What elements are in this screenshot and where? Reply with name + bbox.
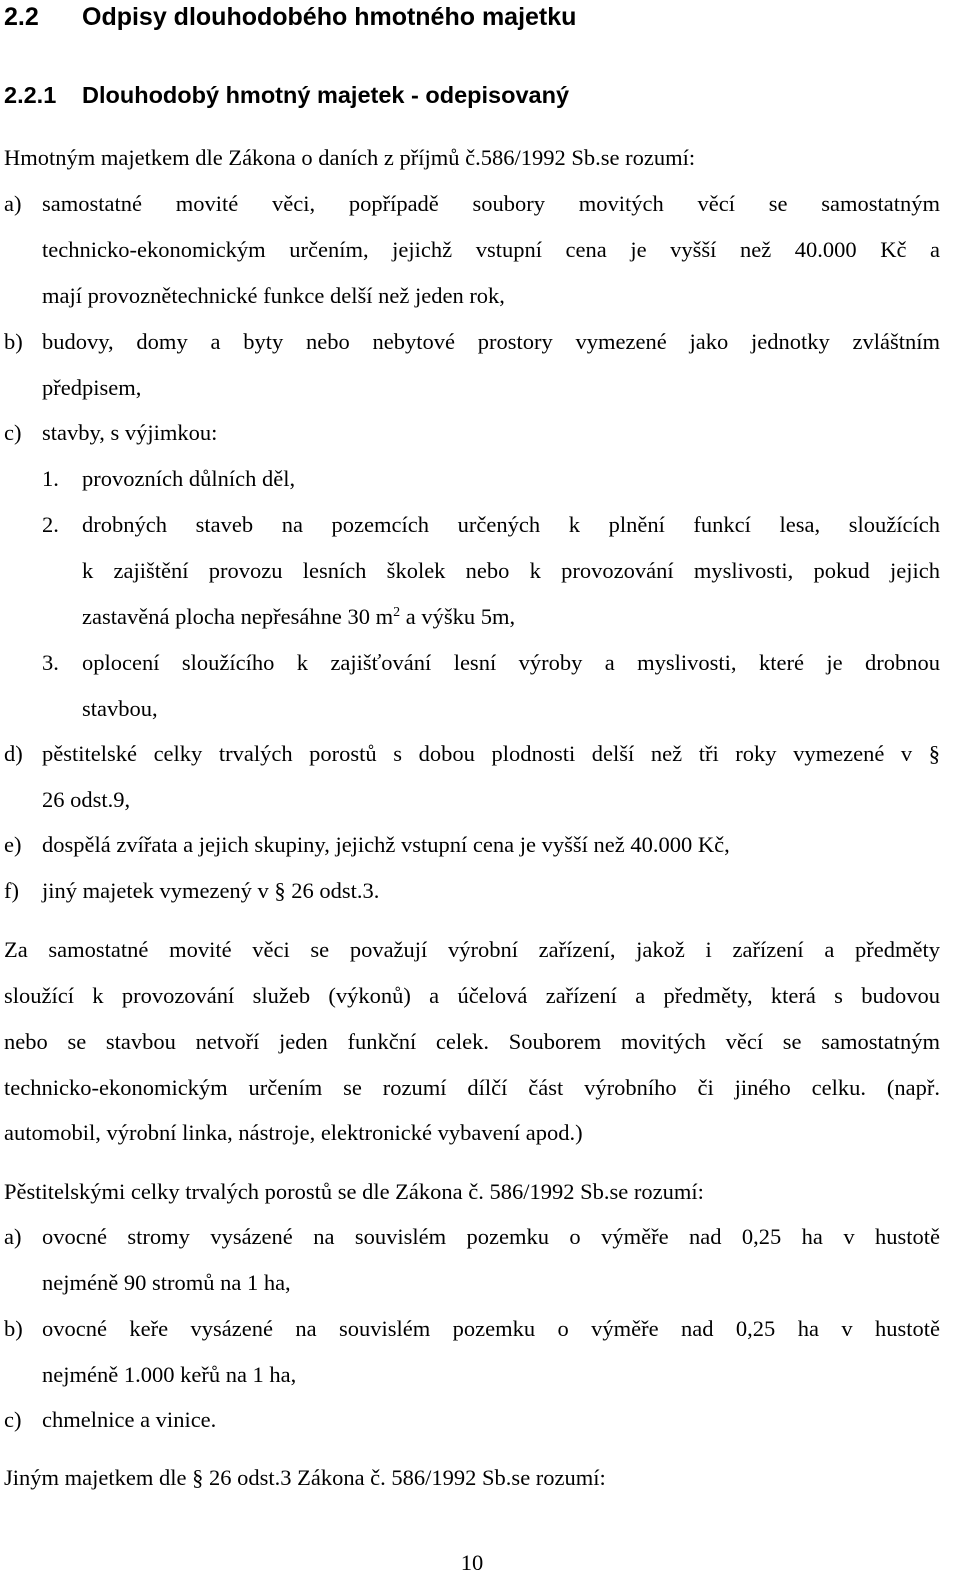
list-item-c-line1: stavby, s výjimkou:: [42, 420, 218, 445]
sublist-item-3-line2: stavbou,: [82, 696, 158, 721]
list-item-a-label: a): [4, 191, 22, 216]
list-item-a-line1: samostatné movité věci, popřípadě soubory movitých věcí se samostatným: [42, 191, 940, 216]
section-heading: [4, 0, 576, 34]
sublist-item-1-label: 1.: [42, 466, 59, 491]
list-item-c-label: c): [4, 420, 22, 445]
paragraph-2-line5: automobil, výrobní linka, nástroje, elektronické vybavení apod.): [4, 1120, 583, 1145]
sublist-item-2-label: 2.: [42, 512, 59, 537]
sublist-item-2-line3-text: zastavěná plocha nepřesáhne 30 m: [82, 604, 394, 629]
list-item-f-line1: jiný majetek vymezený v § 26 odst.3.: [42, 878, 380, 903]
subsection-title: Dlouhodobý hmotný majetek - odepisovaný: [82, 82, 570, 108]
paragraph-4-intro: Jiným majetkem dle § 26 odst.3 Zákona č. 586/1992 Sb.se rozumí:: [4, 1465, 606, 1490]
intro-text: Hmotným majetkem dle Zákona o daních z příjmů č.586/1992 Sb.se rozumí:: [4, 145, 696, 170]
sublist-item-2-line3: [82, 594, 515, 640]
p3-item-b-line2: nejméně 1.000 keřů na 1 ha,: [42, 1362, 297, 1387]
paragraph-2-line3: nebo se stavbou netvoří jeden funkční celek. Souborem movitých věcí se samostatným: [4, 1029, 940, 1054]
list-item-a-line2: technicko-ekonomickým určením, jejichž vstupní cena je vyšší než 40.000 Kč a: [42, 237, 940, 262]
page-number: 10: [460, 1550, 484, 1575]
section-title: Odpisy dlouhodobého hmotného majetku: [82, 3, 577, 31]
sublist-item-3-label: 3.: [42, 650, 59, 675]
section-number: 2.2: [4, 3, 39, 31]
paragraph-2-line1: Za samostatné movité věci se považují výrobní zařízení, jakož i zařízení a předměty: [4, 937, 940, 962]
list-item-d-label: d): [4, 741, 23, 766]
p3-item-b-label: b): [4, 1316, 23, 1341]
list-item-a-line3: mají provoznětechnické funkce delší než jeden rok,: [42, 283, 505, 308]
sublist-item-2-line1: drobných staveb na pozemcích určených k plnění funkcí lesa, sloužících: [82, 512, 940, 537]
list-item-b-line1: budovy, domy a byty nebo nebytové prostory vymezené jako jednotky zvláštním: [42, 329, 940, 354]
sublist-item-2-line3-tail: a výšku 5m,: [400, 604, 516, 629]
paragraph-2-line4: technicko-ekonomickým určením se rozumí dílčí část výrobního či jiného celku. (např.: [4, 1075, 940, 1100]
paragraph-2-line2: sloužící k provozování služeb (výkonů) a účelová zařízení a předměty, která s budovou: [4, 983, 940, 1008]
paragraph-3-intro: Pěstitelskými celky trvalých porostů se dle Zákona č. 586/1992 Sb.se rozumí:: [4, 1179, 704, 1204]
p3-item-a-line2: nejméně 90 stromů na 1 ha,: [42, 1270, 291, 1295]
sublist-item-2-line2: k zajištění provozu lesních školek nebo k provozování myslivosti, pokud jejich: [82, 558, 940, 583]
p3-item-a-label: a): [4, 1224, 22, 1249]
p3-item-c-line1: chmelnice a vinice.: [42, 1407, 217, 1432]
p3-item-a-line1: ovocné stromy vysázené na souvislém pozemku o výměře nad 0,25 ha v hustotě: [42, 1224, 940, 1249]
list-item-b-line2: předpisem,: [42, 375, 142, 400]
subsection-number: 2.2.1: [4, 82, 57, 108]
list-item-e-line1: dospělá zvířata a jejich skupiny, jejichž vstupní cena je vyšší než 40.000 Kč,: [42, 832, 730, 857]
list-item-d-line2: 26 odst.9,: [42, 787, 131, 812]
p3-item-b-line1: ovocné keře vysázené na souvislém pozemku o výměře nad 0,25 ha v hustotě: [42, 1316, 940, 1341]
list-item-b-label: b): [4, 329, 23, 354]
sublist-item-1-text: provozních důlních děl,: [82, 466, 296, 491]
sublist-item-3-line1: oplocení sloužícího k zajišťování lesní výroby a myslivosti, které je drobnou: [82, 650, 940, 675]
p3-item-c-label: c): [4, 1407, 22, 1432]
superscript-2: 2: [393, 605, 401, 620]
list-item-e-label: e): [4, 832, 22, 857]
list-item-f-label: f): [4, 878, 19, 903]
list-item-d-line1: pěstitelské celky trvalých porostů s dobou plodnosti delší než tři roky vymezené v §: [42, 741, 940, 766]
subsection-heading: [4, 78, 569, 112]
